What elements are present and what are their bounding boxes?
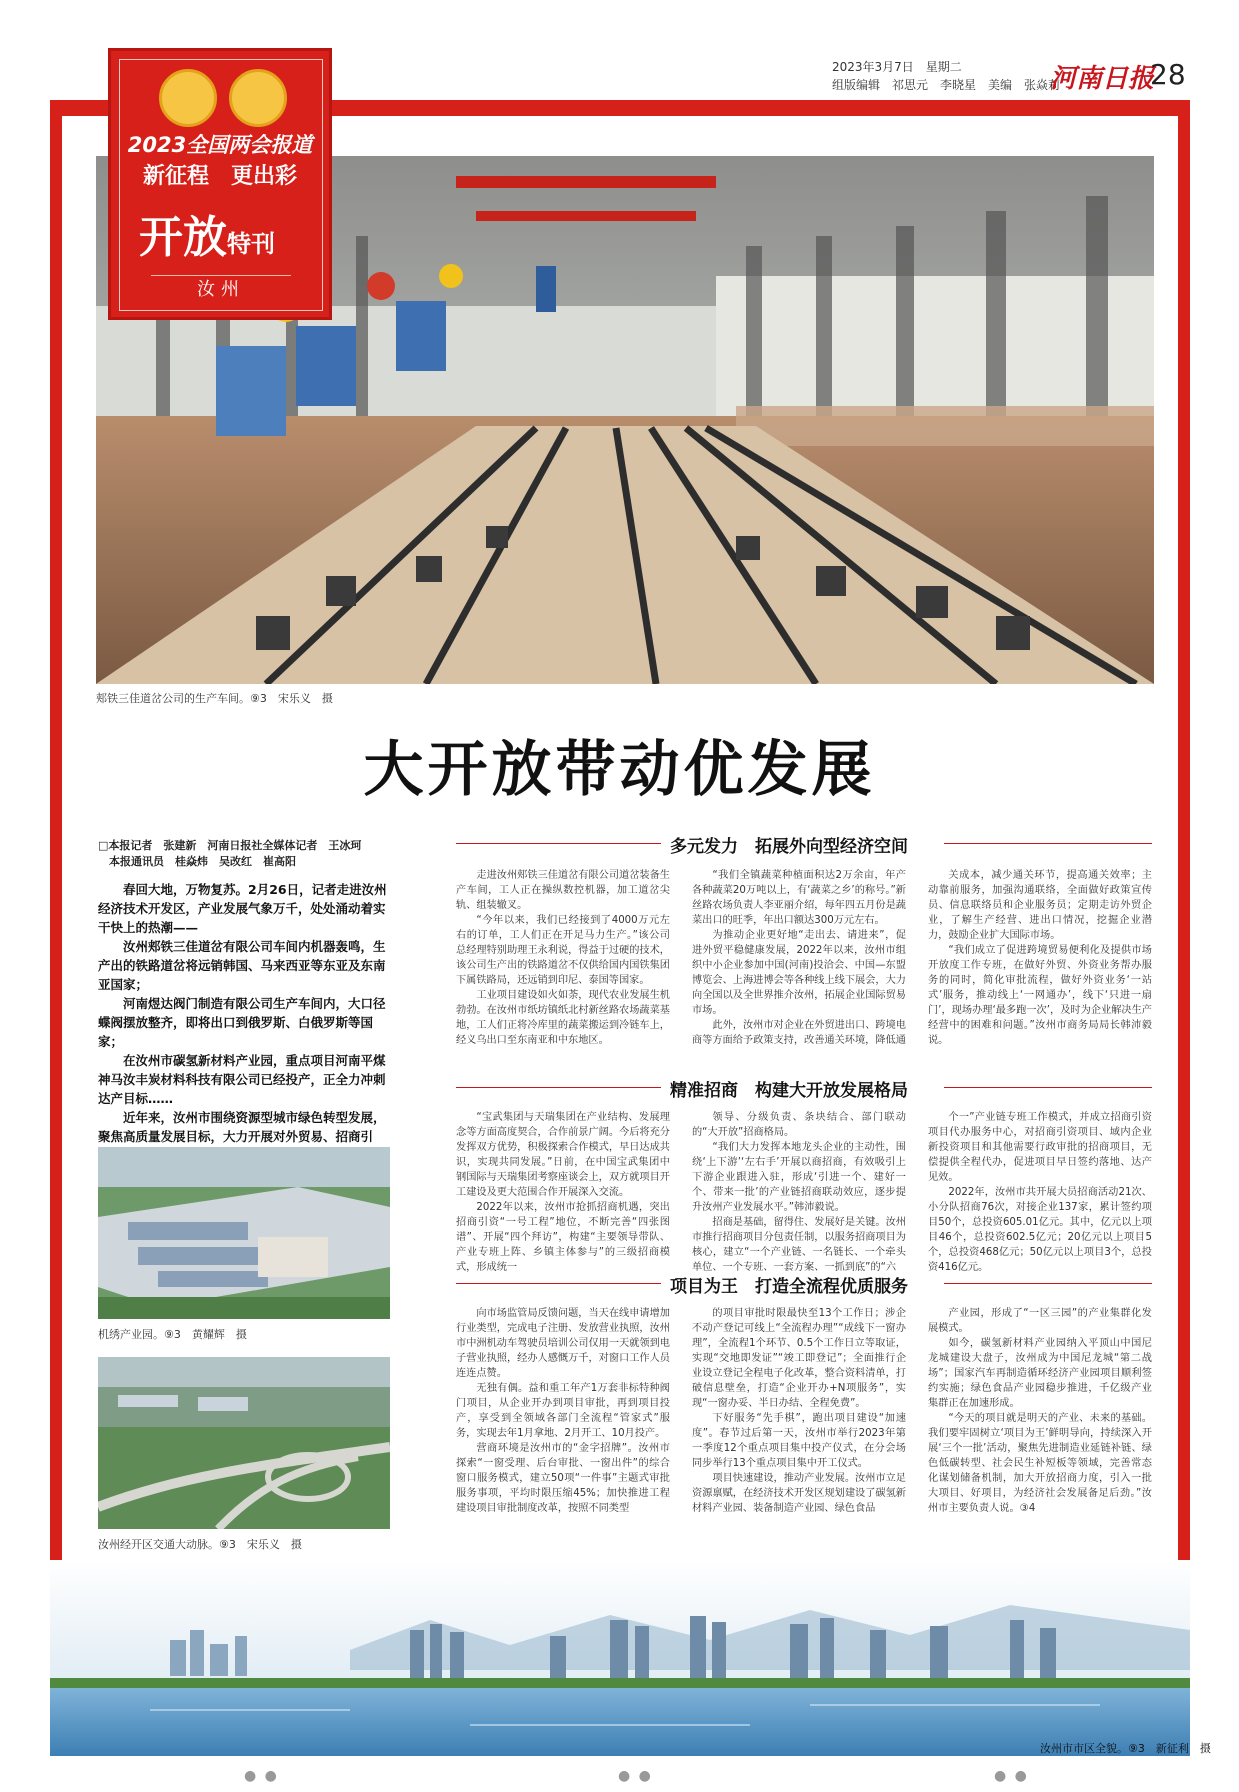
section-rule (456, 1283, 661, 1284)
paragraph: 走进汝州郏铁三佳道岔有限公司道岔装备生产车间，工人正在操纵数控机器，加工道岔尖轨、组装辙叉。 (456, 870, 670, 911)
paragraph: 关成本，减少通关环节，提高通关效率；主动靠前服务，加强沟通联络，全面做好政策宣传员、信息联络员和企业服务员；定期走访外贸企业，了解生产经营、进出口情况，挖掘企业潜力，鼓励企业扩大国际市场。 (928, 870, 1152, 941)
editors-line: 组版编辑 祁思元 李晓星 美编 张焱莉 (832, 78, 1061, 92)
lead-paragraph: 近年来，汝州市围绕资源型城市绿色转型发展，聚焦高质量发展目标，大力开展对外贸易、招商引 (98, 1110, 386, 1144)
article-column (456, 1306, 670, 1516)
section-rule (456, 1087, 661, 1088)
article-column (692, 1110, 906, 1275)
section-rule (456, 843, 661, 844)
article-column (692, 1306, 906, 1516)
traffic-artery-caption: 汝州经开区交通大动脉。⑨3 宋乐义 摄 (98, 1538, 302, 1551)
paragraph: “我们大力发挥本地龙头企业的主动性，围绕‘上下游’‘左右手’开展以商招商，有效吸引上下游企业跟进入驻，形成‘引进一个、建好一个、带来一批’的产业链招商联动效应，逐步提升汝州产业发展水平。”韩沛毅说。 (692, 1142, 906, 1213)
article-column (692, 868, 906, 1048)
section-heading-2 (456, 1072, 1152, 1102)
paragraph: 营商环境是汝州市的“金字招牌”。汝州市探索“一窗受理、后台审批、一窗出件”的综合窗口服务模式，建立50项“一件事”主题式审批服务事项，平均时限压缩45%；加快推进工程建设项目审批制度改革，按照不同类型 (456, 1443, 670, 1514)
badge-title-suffix: 特刊 (227, 229, 275, 258)
paragraph: 产业园，形成了“一区三园”的产业集群化发展模式。 (928, 1308, 1152, 1334)
paragraph: 2022年，汝州市共开展大员招商活动21次、小分队招商76次，对接企业137家，累计签约项目50个，总投资605.01亿元。其中，亿元以上项目46个，总投资602.5亿元；20亿元以上项目5个，总投资468亿元；50亿元以上项目3个，总投资416亿元。 (928, 1187, 1152, 1273)
section-title: 多元发力 拓展外向型经济空间 (670, 837, 908, 857)
byline (98, 838, 398, 870)
red-frame-left (50, 100, 62, 1660)
industrial-park-photo (98, 1147, 390, 1319)
byline-correspondents: 本报通讯员 桂焱炜 吴改红 崔高阳 (98, 855, 296, 868)
badge-title-main: 开放 (139, 212, 227, 263)
header-meta (832, 58, 1060, 94)
paragraph: 项目快速建设，推动产业发展。汝州市立足资源禀赋，在经济技术开发区规划建设了碳氢新材料产业园、装备制造产业园、绿色食品 (692, 1473, 906, 1514)
paragraph: 无独有偶。益和重工年产1万套非标特种阀门项目，从企业开办到项目审批，再到项目投产，享受到全领域各部门全流程“管家式”服务，实现去年1月拿地、2月开工、10月投产。 (456, 1383, 670, 1439)
page-number: 28 (1150, 58, 1186, 91)
paragraph: 2022年以来，汝州市抢抓招商机遇，突出招商引资“一号工程”地位，不断完善“四张图谱”、开展“四个拜访”，构建“主要领导带队、产业专班上阵、乡镇主体参与”的三级招商模式，形成统一 (456, 1202, 670, 1273)
section-title: 精准招商 构建大开放发展格局 (670, 1081, 908, 1101)
paragraph: 工业项目建设如火如荼，现代农业发展生机勃勃。在汝州市纸坊镇纸北村新丝路农场蔬菜基地，工人们正将冷库里的蔬菜搬运到冷链车上，经义乌出口至东南亚和中东地区。 (456, 990, 670, 1046)
paragraph: 如今，碳氢新材料产业园纳入平顶山中国尼龙城建设大盘子，汝州成为中国尼龙城“第二战场”；国家汽车再制造循环经济产业园项目顺利签约实施；绿色食品产业园稳步推进，千亿级产业集群正在加速形成。 (928, 1338, 1152, 1409)
badge-slogan: 新征程 更出彩 (142, 163, 297, 189)
main-photo-caption: 郏铁三佳道岔公司的生产车间。⑨3 宋乐义 摄 (96, 692, 333, 705)
issue-date: 2023年3月7日 星期二 (832, 60, 962, 74)
paragraph: 此外，汝州市对企业在外贸进出口、跨境电商等方面给予政策支持，改善通关环境，降低通 (692, 1020, 906, 1046)
article-lead (98, 880, 388, 1184)
paragraph: 向市场监管局反馈问题，当天在线申请增加行业类型，完成电子注册、发放营业执照，汝州市中洲机动车驾驶员培训公司仅用一天就领到电子营业执照，经办人感慨万千，对窗口工作人员连连点赞。 (456, 1308, 670, 1379)
page-indicator-dots: ● ● (618, 1768, 653, 1784)
badge-main-title (139, 201, 275, 265)
aerial-roads-illustration (98, 1357, 390, 1529)
paragraph: 招商是基础，留得住、发展好是关键。汝州市推行招商项目分包责任制，以服务招商项目为核心，建立“一个产业链、一名链长、一个牵头单位、一个专班、一套方案、一抓到底”的“六 (692, 1217, 906, 1273)
city-panorama-caption: 汝州市市区全貌。⑨3 新征利 摄 (1040, 1742, 1211, 1755)
section-title: 项目为王 打造全流程优质服务 (670, 1277, 908, 1297)
aerial-park-illustration (98, 1147, 390, 1319)
paragraph: “宝武集团与天瑞集团在产业结构、发展理念等方面高度契合，合作前景广阔。今后将充分发挥双方优势，积极探索合作模式，早日达成共识，实现共同发展。”日前，在中国宝武集团中钢国际与天瑞集团考察座谈会上，双方就项目开工建设及更大范围合作开展深入交流。 (456, 1112, 670, 1198)
traffic-artery-photo (98, 1357, 390, 1529)
national-emblem-icon (159, 69, 217, 127)
city-panorama-photo (50, 1560, 1190, 1780)
article-column (928, 868, 1152, 1048)
paragraph: 为推动企业更好地“走出去、请进来”，促进外贸平稳健康发展，2022年以来，汝州市组织中小企业参加中国(河南)投洽会、中国—东盟博览会、上海进博会等各种线上线下展会，大力向全国以及全世界推介汝州，拓展企业国际贸易市场。 (692, 930, 906, 1016)
lead-paragraph: 春回大地，万物复苏。2月26日，记者走进汝州经济技术开发区，产业发展气象万千，处处涌动着实干快上的热潮—— (98, 882, 387, 935)
lead-paragraph: 汝州郏铁三佳道岔有限公司车间内机器轰鸣，生产出的铁路道岔将远销韩国、马来西亚等东亚及东南亚国家； (98, 939, 386, 992)
article-column (456, 868, 670, 1048)
page-indicator-dots: ● ● (244, 1768, 279, 1784)
badge-region: 汝州 (151, 275, 291, 304)
lead-paragraph: 在汝州市碳氢新材料产业园，重点项目河南平煤神马汝丰炭材料科技有限公司已经投产，正全力冲刺达产目标…… (98, 1053, 386, 1106)
article-column (928, 1306, 1152, 1516)
paragraph: “我们全镇蔬菜种植面积达2万余亩，年产各种蔬菜20万吨以上，有‘蔬菜之乡’的称号。”新丝路农场负责人李亚丽介绍，每年四五月份是蔬菜出口的旺季，年出口额达300万元左右。 (692, 870, 906, 926)
section-heading-3 (456, 1268, 1152, 1298)
article-column (456, 1110, 670, 1275)
section-rule (944, 843, 1152, 844)
section-heading-1 (456, 828, 1152, 858)
city-skyline-illustration (50, 1560, 1190, 1756)
paragraph: “我们成立了促进跨境贸易便利化及提供市场开放度工作专班，在做好外贸、外资业务帮办服务的同时，简化审批流程，做好外资业务‘一站式’服务，推动线上‘一网通办’，线下‘只进一扇门’，现场办理‘最多跑一次’，及时为企业解决生产经营中的困难和问题。”汝州市商务局局长韩沛毅说。 (928, 945, 1152, 1046)
page-indicator-dots: ● ● (994, 1768, 1029, 1784)
paragraph: 的项目审批时限最快至13个工作日；涉企不动产登记可线上“全流程办理”“成线下一窗办理”，全流程1个环节、0.5个工作日立等取证，实现“交地即发证”“竣工即登记”；全面推行企业设立登记全程电子化改革，整合资料清单，打破信息壁垒，打造“企业开办+N项服务”，实现“一窗办妥、半日办结、全程免费”。 (692, 1308, 906, 1409)
paragraph: “今年以来，我们已经接到了4000万元左右的订单，工人们正在开足马力生产。”该公司总经理特别助理王永利说，得益于过硬的技术，该公司生产出的铁路道岔不仅供给国内国铁集团下属铁路局，还远销到印尼、泰国等国家。 (456, 915, 670, 986)
section-rule (944, 1087, 1152, 1088)
paragraph: “今天的项目就是明天的产业、未来的基础。我们要牢固树立‘项目为王’鲜明导向，持续深入开展‘三个一批’活动，聚焦先进制造业延链补链、绿色低碳转型、社会民生补短板等领域，完善常态化谋划储备机制，加大开放招商力度，引入一批大项目、好项目，为经济社会发展备足后劲。”汝州市主要负责人说。③4 (928, 1413, 1152, 1514)
section-rule (944, 1283, 1152, 1284)
industrial-park-caption: 机绣产业园。⑨3 黄耀辉 摄 (98, 1328, 247, 1341)
paragraph: 领导、分级负责、条块结合、部门联动的“大开放”招商格局。 (692, 1112, 906, 1138)
lead-paragraph: 河南煜达阀门制造有限公司生产车间内，大口径蝶阀摆放整齐，即将出口到俄罗斯、白俄罗斯等国家； (98, 996, 386, 1049)
newspaper-name: 河南日报 (1050, 64, 1155, 94)
article-headline: 大开放带动优发展 (363, 735, 876, 805)
cppcc-emblem-icon (229, 69, 287, 127)
article-column (928, 1110, 1152, 1275)
special-issue-badge (108, 48, 332, 320)
paragraph: 个一”产业链专班工作模式，并成立招商引资项目代办服务中心，对招商引资项目、域内企业新投资项目和其他需要行政审批的招商项目，无偿提供全程代办，促进项目早日签约落地、达产见效。 (928, 1112, 1152, 1183)
badge-event-title: 2023全国两会报道 (127, 133, 313, 157)
red-frame-right (1178, 100, 1190, 1660)
byline-reporters: □本报记者 张建新 河南日报社全媒体记者 王冰珂 (98, 839, 362, 852)
paragraph: 下好服务“先手棋”，跑出项目建设“加速度”。春节过后第一天，汝州市举行2023年第一季度12个重点项目集中投产仪式，在分会场同步举行13个重点项目集中开工仪式。 (692, 1413, 906, 1469)
